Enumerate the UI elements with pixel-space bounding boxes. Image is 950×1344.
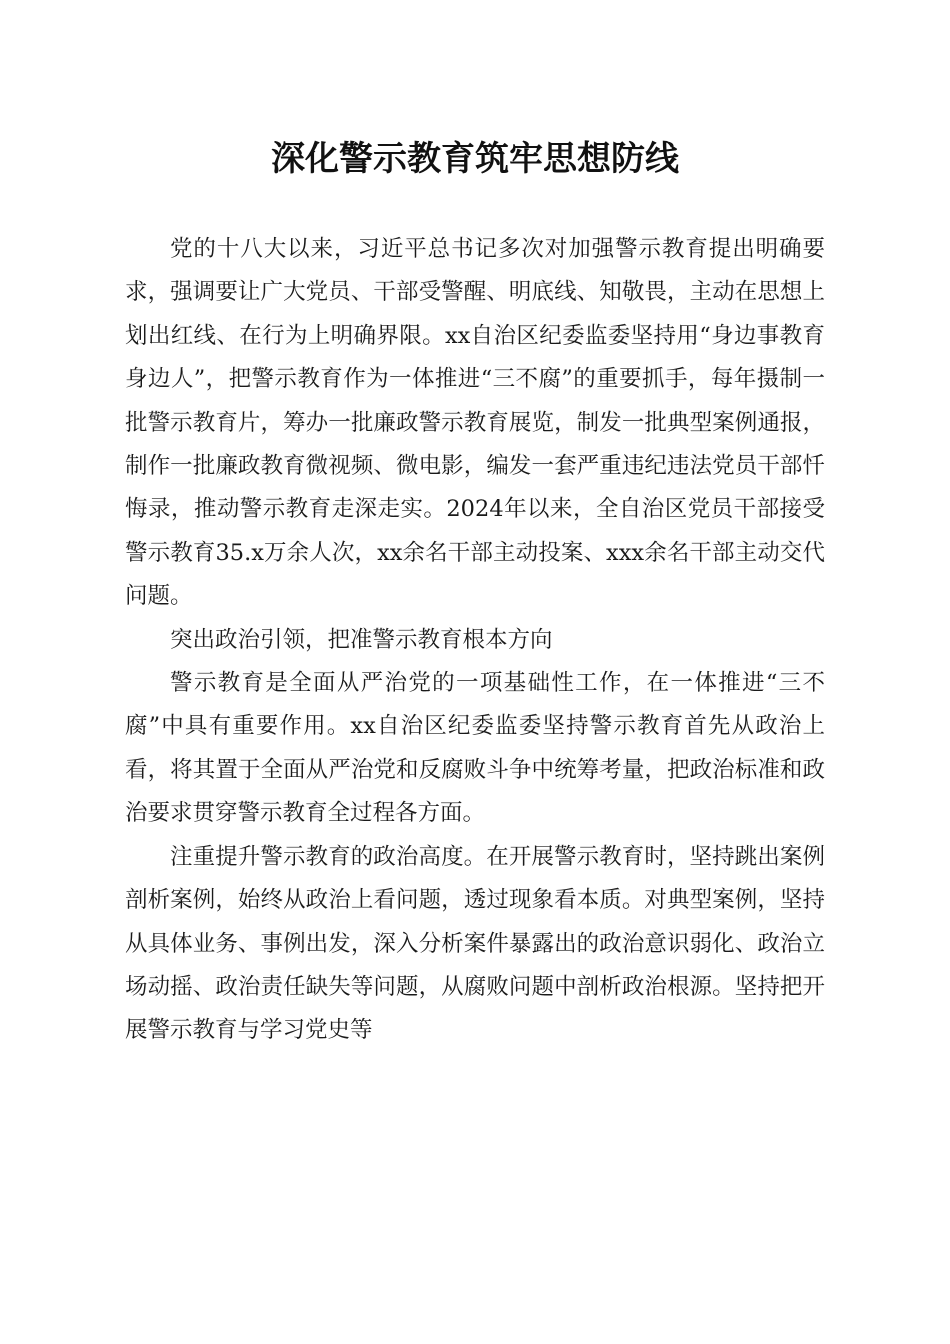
document-title: 深化警示教育筑牢思想防线 — [271, 139, 679, 179]
paragraph-political-height: 注重提升警示教育的政治高度。在开展警示教育时，坚持跳出案例剖析案例，始终从政治上看问题，透过现象看本质。对典型案例，坚持从具体业务、事例出发，深入分析案件暴露出的政治意识弱化、政治立场动摇、政治责任缺失等问题，从腐败问题中剖析政治根源。坚持把开展警示教育与学习党史等 — [125, 843, 825, 1044]
document-body — [125, 228, 825, 1053]
paragraph-intro: 党的十八大以来，习近平总书记多次对加强警示教育提出明确要求，强调要让广大党员、干部受警醒、明底线、知敬畏，主动在思想上划出红线、在行为上明确界限。xx自治区纪委监委坚持用“身边事教育身边人”，把警示教育作为一体推进“三不腐”的重要抓手，每年摄制一批警示教育片，筹办一批廉政警示教育展览，制发一批典型案例通报，制作一批廉政教育微视频、微电影，编发一套严重违纪违法党员干部忏悔录，推动警示教育走深走实。2024年以来，全自治区党员干部接受警示教育35.x万余人次，xx余名干部主动投案、xxx余名干部主动交代问题。 — [125, 236, 825, 610]
paragraph-warning-education: 警示教育是全面从严治党的一项基础性工作，在一体推进“三不腐”中具有重要作用。xx自治区纪委监委坚持警示教育首先从政治上看，将其置于全面从严治党和反腐败斗争中统筹考量，把政治标准和政治要求贯穿警示教育全过程各方面。 — [125, 670, 825, 827]
paragraph-section-heading: 突出政治引领，把准警示教育根本方向 — [170, 626, 553, 653]
